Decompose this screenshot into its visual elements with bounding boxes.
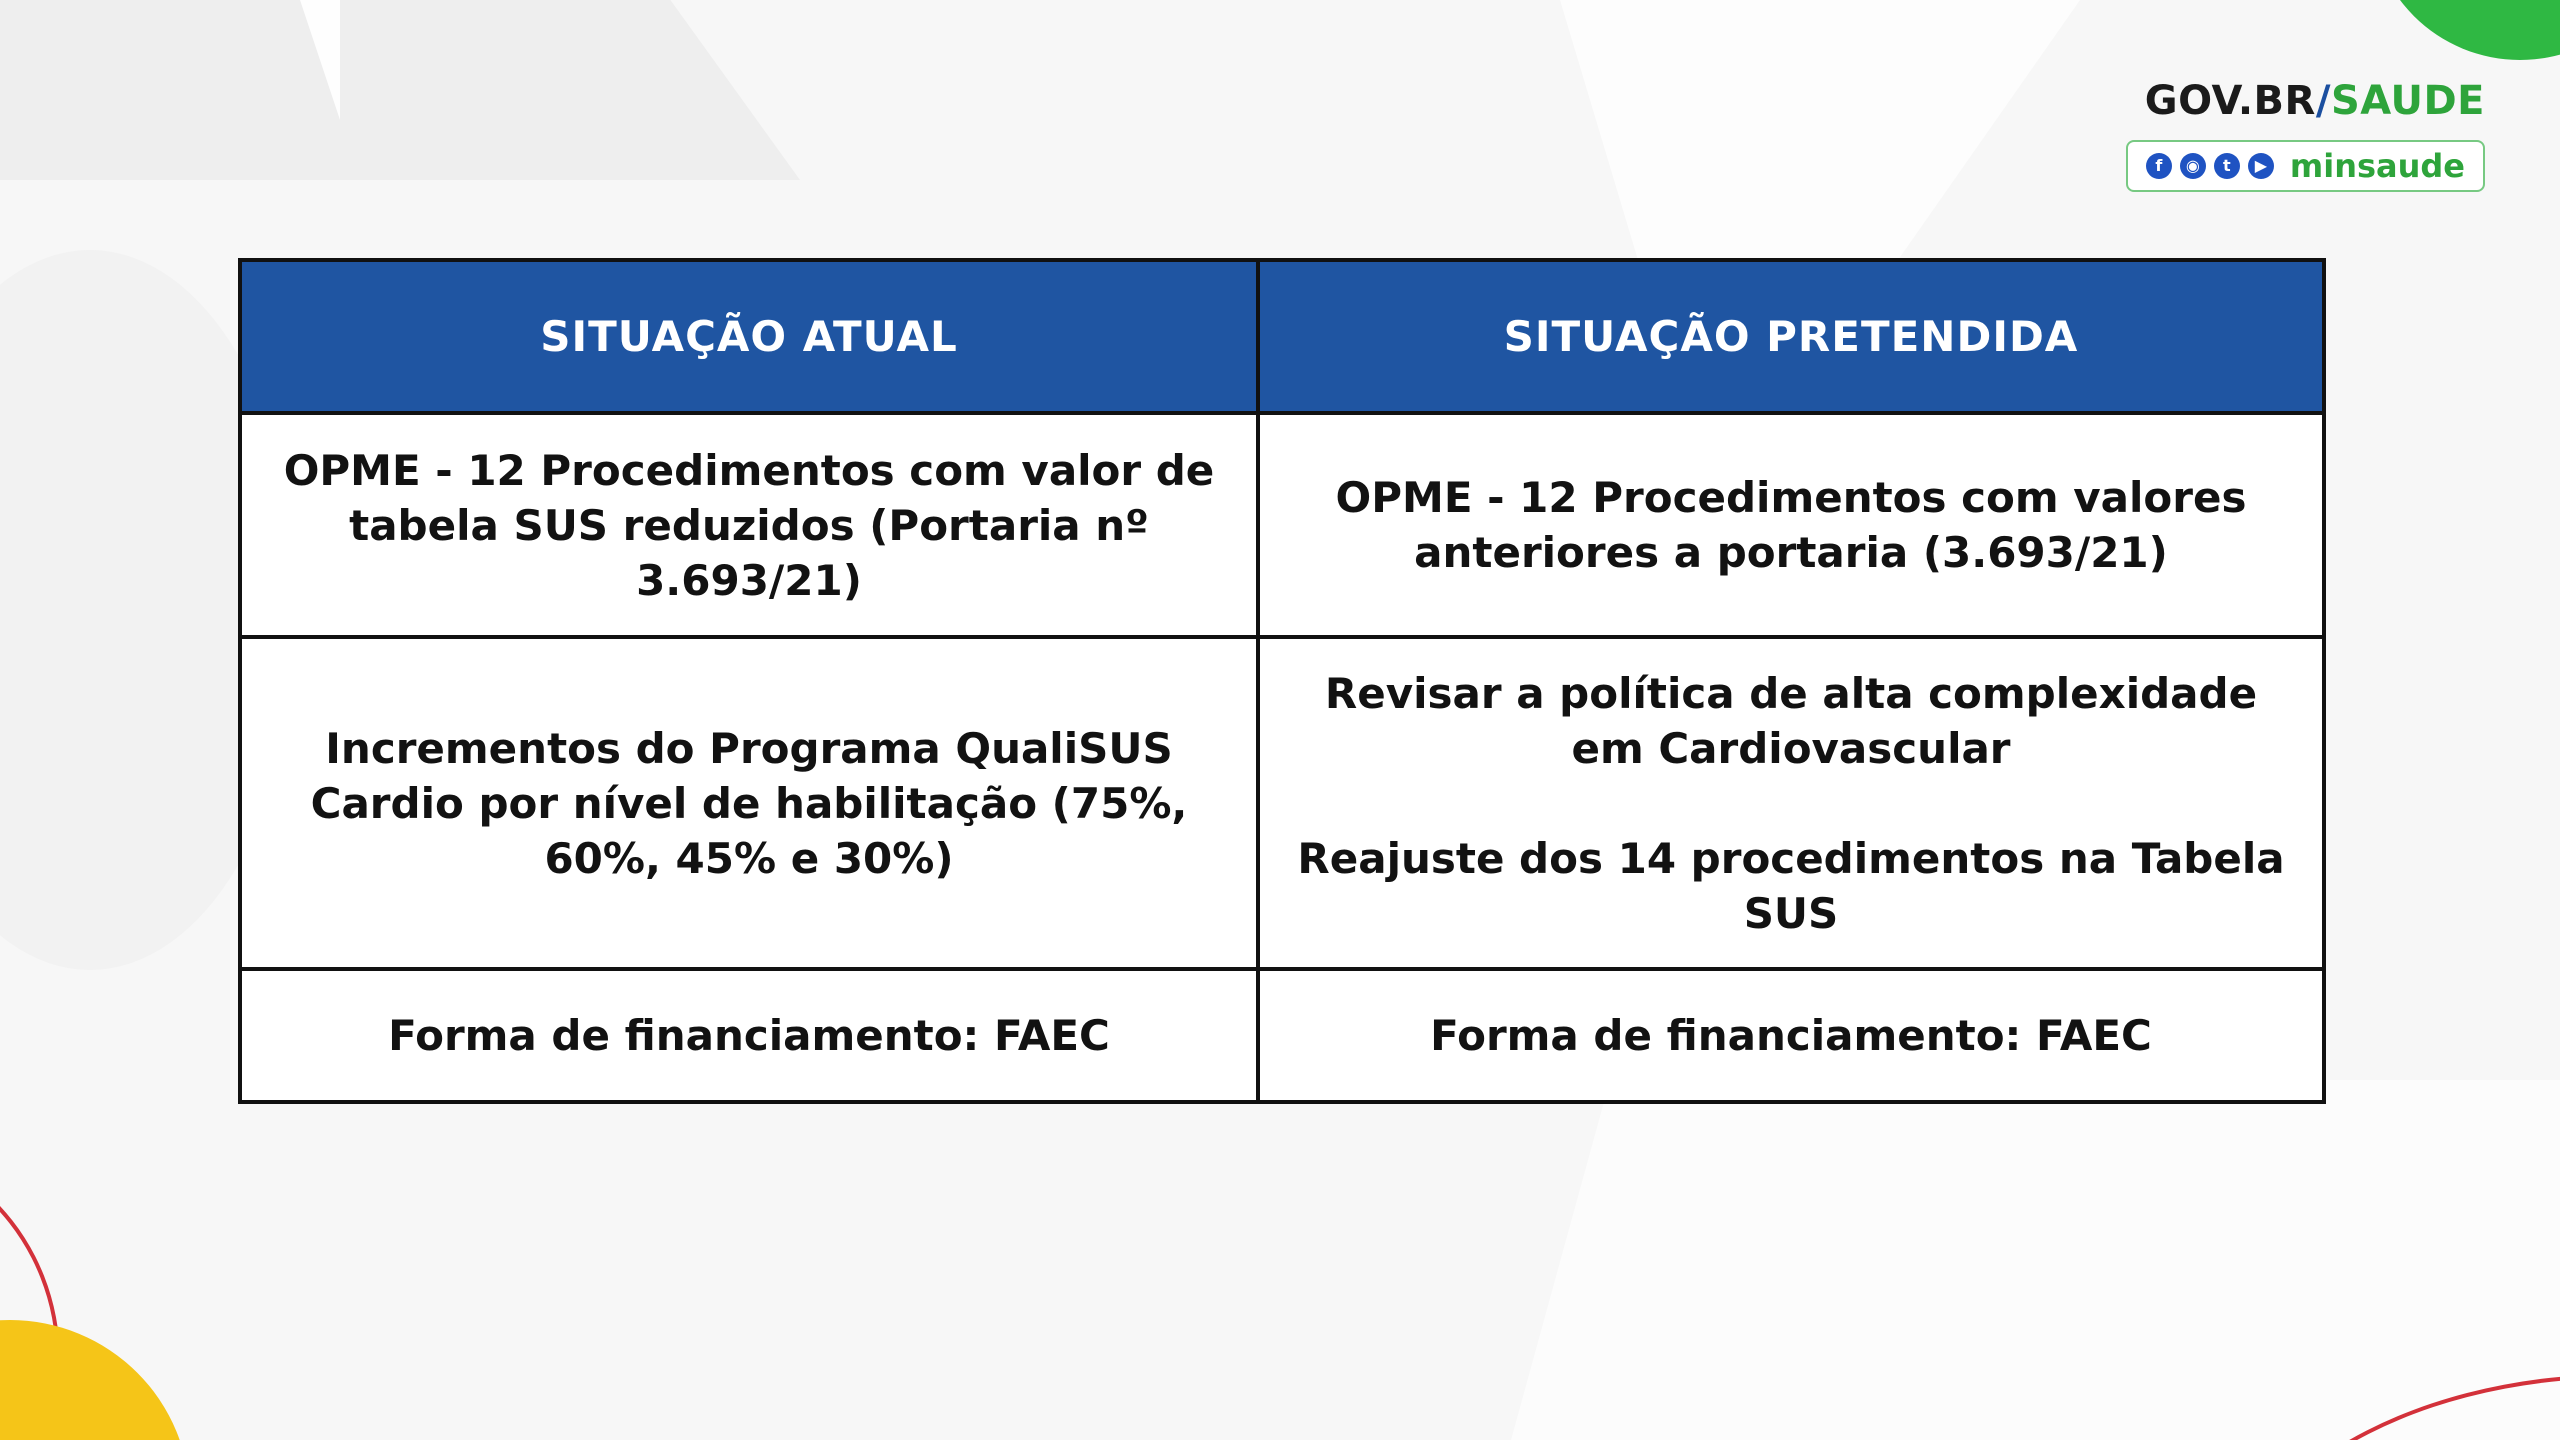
table-cell-intended xyxy=(1258,969,2324,1102)
cell-text: OPME - 12 Procedimentos com valores anteriores a portaria (3.693/21) xyxy=(1335,473,2247,577)
brand-block xyxy=(2126,78,2485,192)
table-cell-current xyxy=(240,637,1258,969)
table-cell-intended xyxy=(1258,413,2324,637)
twitter-icon: t xyxy=(2214,153,2240,179)
table-cell-current xyxy=(240,413,1258,637)
cell-text-second: Reajuste dos 14 procedimentos na Tabela SUS xyxy=(1297,833,2285,938)
header-intended-situation: SITUAÇÃO PRETENDIDA xyxy=(1258,260,2324,413)
brand-site-prefix: GOV.BR xyxy=(2144,78,2316,124)
table-row xyxy=(240,413,2324,637)
social-handle-badge[interactable] xyxy=(2126,140,2485,192)
green-corner-shape xyxy=(2370,0,2560,60)
table-header-row xyxy=(240,260,2324,413)
cell-text: OPME - 12 Procedimentos com valor de tabela SUS reduzidos (Portaria nº 3.693/21) xyxy=(283,445,1215,605)
social-handle-text: minsaude xyxy=(2289,147,2465,185)
youtube-icon: ▶ xyxy=(2248,153,2274,179)
brand-site-link[interactable] xyxy=(2145,78,2485,124)
table-cell-current xyxy=(240,969,1258,1102)
brand-site-suffix: SAUDE xyxy=(2330,78,2485,124)
brand-site-separator: / xyxy=(2315,78,2331,124)
cell-text: Incrementos do Programa QualiSUS Cardio por nível de habilitação (75%, 60%, 45% e 30%) xyxy=(310,723,1188,883)
table-row xyxy=(240,637,2324,969)
background-panel-shape xyxy=(1560,0,2080,260)
cell-text: Forma de financiamento: FAEC xyxy=(388,1011,1110,1060)
table-row xyxy=(240,969,2324,1102)
header-current-situation: SITUAÇÃO ATUAL xyxy=(240,260,1258,413)
instagram-icon: ◉ xyxy=(2180,153,2206,179)
comparison-table xyxy=(238,258,2326,1104)
cell-text: Forma de financiamento: FAEC xyxy=(1430,1011,2152,1060)
facebook-icon: f xyxy=(2146,153,2172,179)
background-panel-shape xyxy=(0,0,800,180)
background-panel-shape xyxy=(1500,1080,2560,1440)
comparison-table-container xyxy=(238,258,2326,1104)
yellow-circle-shape xyxy=(0,1320,190,1440)
cell-text-first: Revisar a política de alta complexidade em Cardiovascular xyxy=(1324,668,2258,773)
table-cell-intended xyxy=(1258,637,2324,969)
